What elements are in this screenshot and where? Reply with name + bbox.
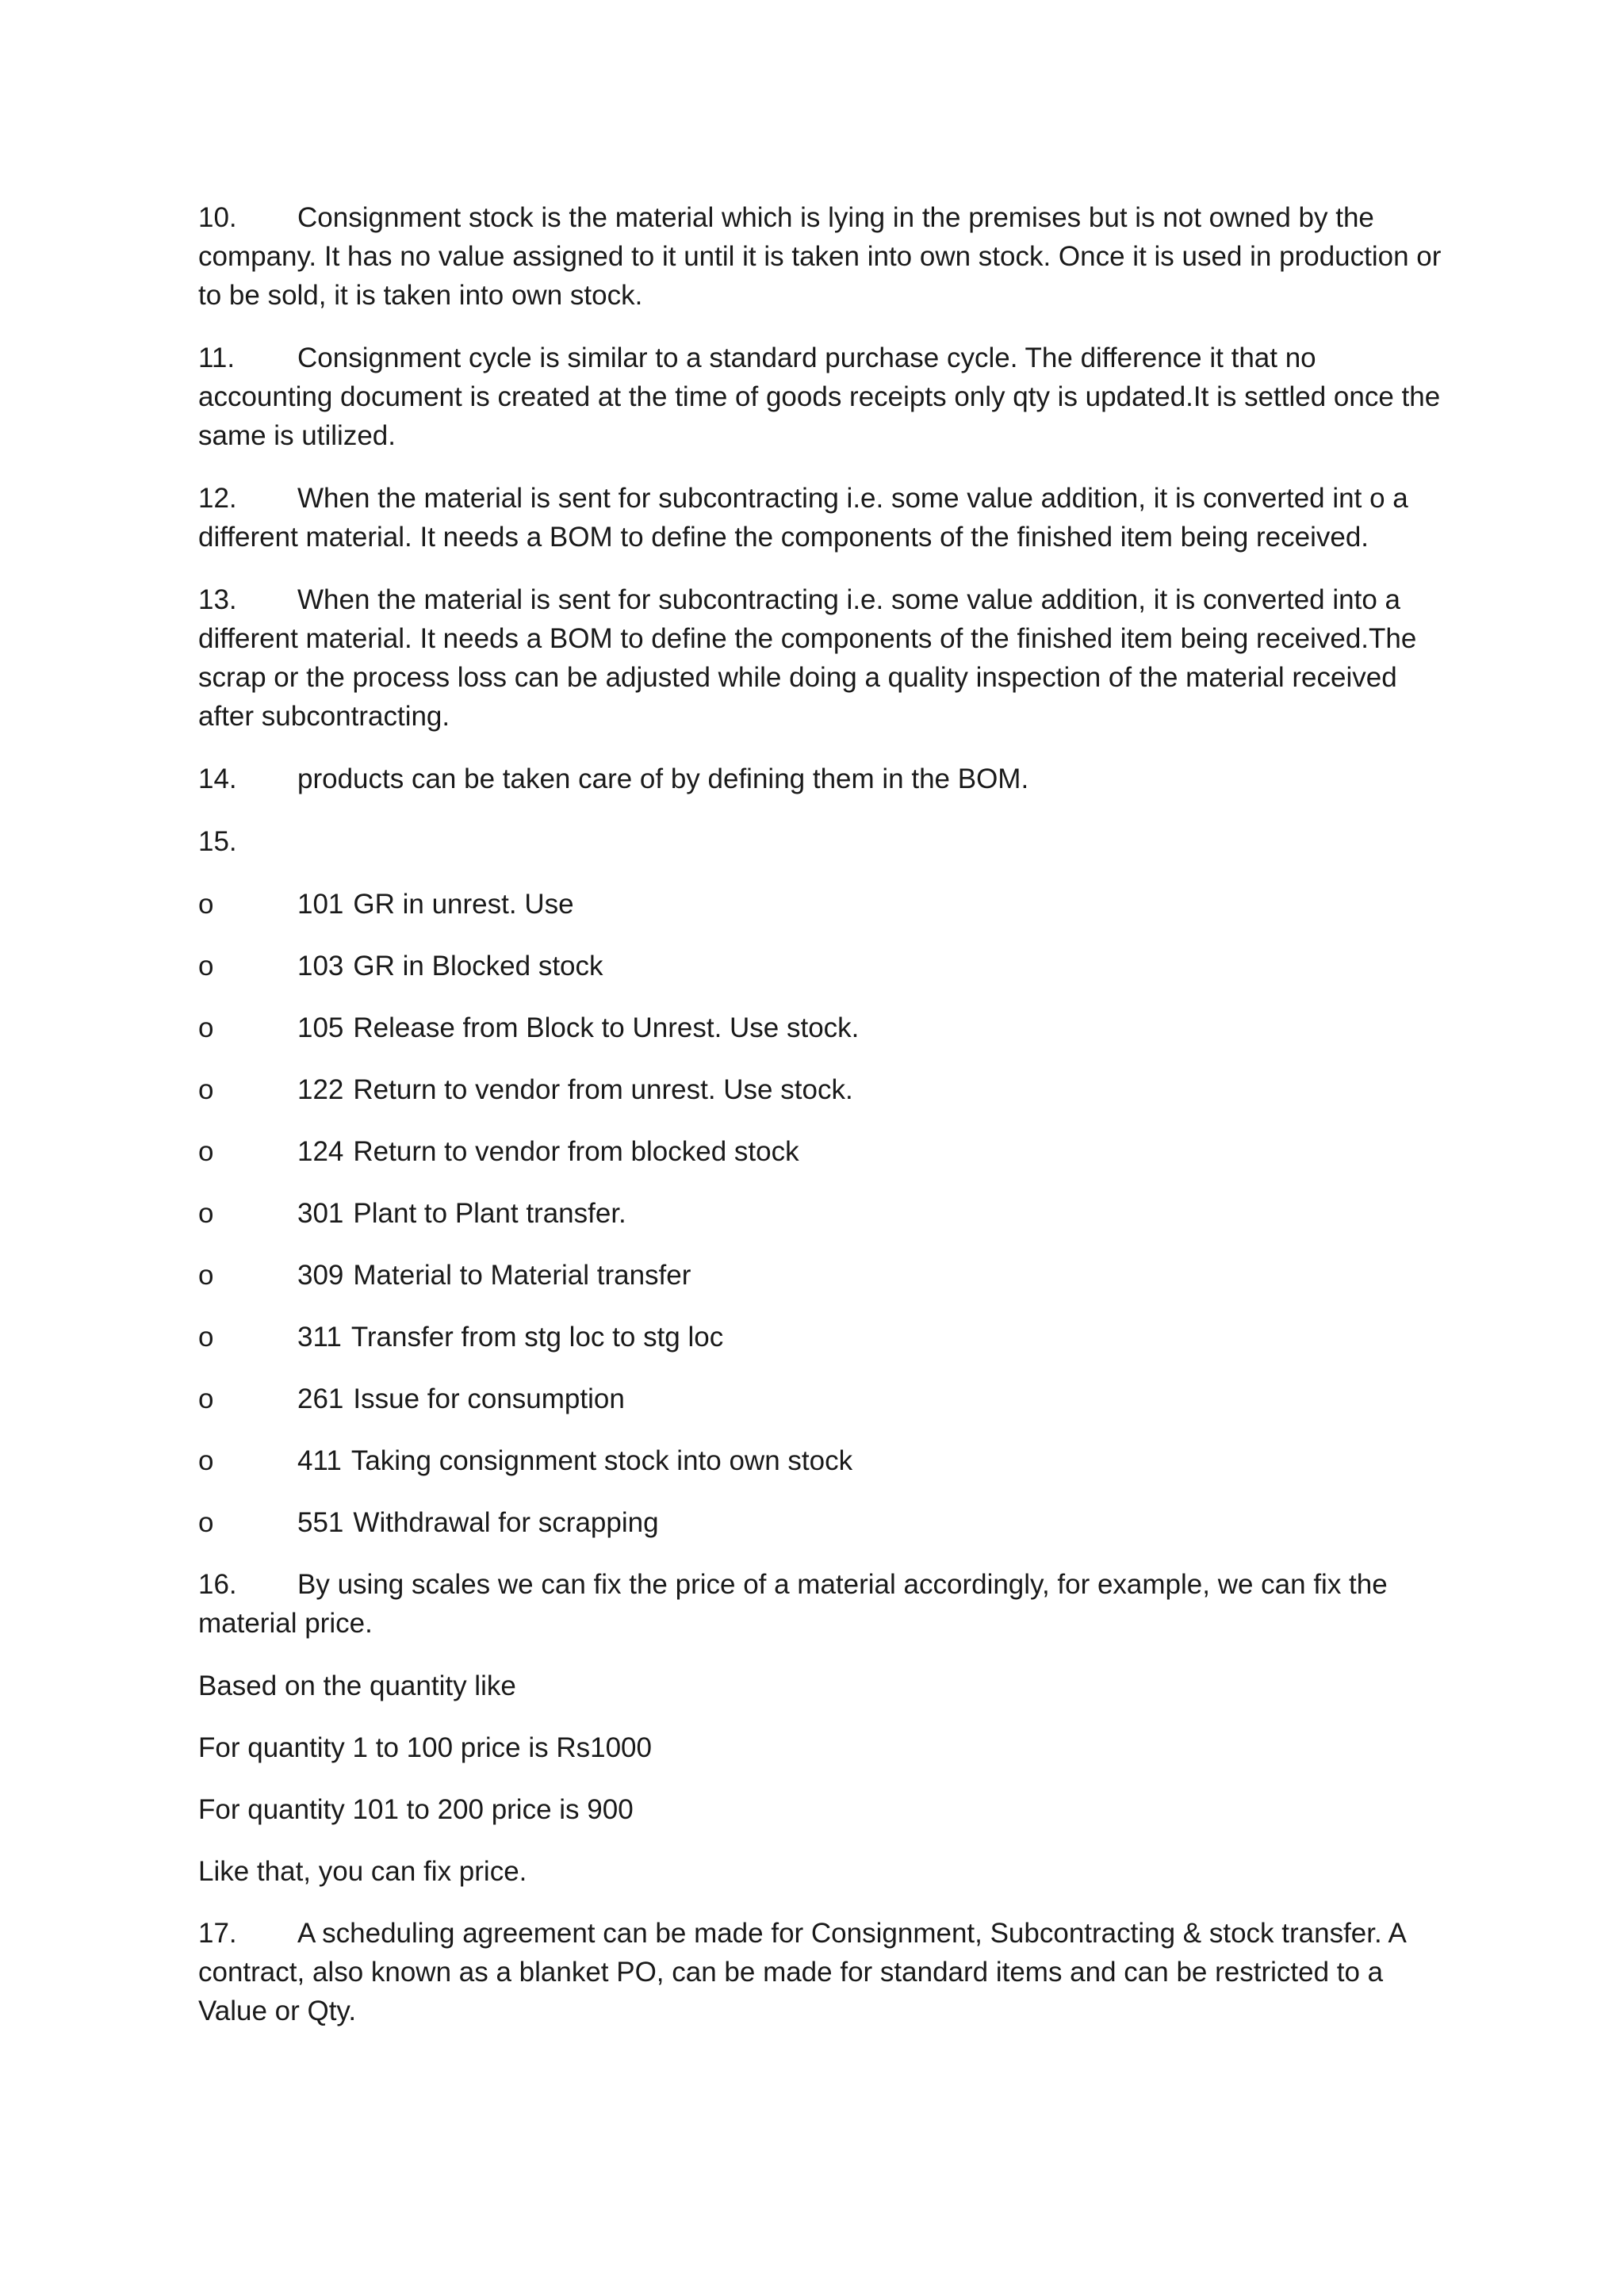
movement-text: Withdrawal for scrapping <box>353 1507 659 1538</box>
item-text: products can be taken care of by defining them in the BOM. <box>297 763 1029 794</box>
movement-type-list <box>198 885 1451 1542</box>
movement-code: 301 <box>297 1198 344 1229</box>
item-12 <box>198 479 1451 557</box>
item-text: Consignment stock is the material which is lying in the premises but is not owned by the company. It has no value assigned to it until it is taken into own stock. Once it is used in production or to be sold, it is taken into own stock. <box>198 202 1442 311</box>
list-item <box>198 1441 1451 1480</box>
list-item <box>198 1194 1451 1233</box>
item-number: 16. <box>198 1569 237 1600</box>
bullet-mark: o <box>198 1012 214 1043</box>
item-number: 11. <box>198 342 236 373</box>
list-item <box>198 1132 1451 1171</box>
movement-text: Return to vendor from blocked stock <box>353 1136 799 1167</box>
movement-text: Release from Block to Unrest. Use stock. <box>353 1012 860 1043</box>
item-13 <box>198 580 1451 736</box>
movement-code: 105 <box>297 1012 344 1043</box>
list-item <box>198 885 1451 924</box>
movement-code: 124 <box>297 1136 344 1167</box>
text-line: Like that, you can fix price. <box>198 1856 527 1887</box>
item-text: When the material is sent for subcontracting i.e. some value addition, it is converted int o a different material. It needs a BOM to define the components of the finished item being received. <box>198 483 1408 553</box>
text-line: Based on the quantity like <box>198 1670 516 1701</box>
item-number: 13. <box>198 584 237 615</box>
movement-code: 309 <box>297 1260 344 1291</box>
list-item <box>198 947 1451 985</box>
list-item <box>198 1256 1451 1295</box>
item-text: Consignment cycle is similar to a standard purchase cycle. The difference it that no accounting document is created at the time of goods receipts only qty is updated.It is settled once the same is utilized. <box>198 342 1441 451</box>
movement-code: 311 <box>297 1322 342 1353</box>
list-item <box>198 1380 1451 1418</box>
movement-text: Material to Material transfer <box>353 1260 691 1291</box>
list-item <box>198 1318 1451 1357</box>
item-text: A scheduling agreement can be made for Consignment, Subcontracting & stock transfer. A contract, also known as a blanket PO, can be made for standard items and can be restricted to a Value or Qty. <box>198 1918 1405 2026</box>
bullet-mark: o <box>198 1445 214 1476</box>
item-text: By using scales we can fix the price of a material accordingly, for example, we can fix the material price. <box>198 1569 1388 1639</box>
bullet-mark: o <box>198 1198 214 1229</box>
item-10 <box>198 198 1451 315</box>
item-11 <box>198 339 1451 455</box>
list-item <box>198 1070 1451 1109</box>
movement-text: Transfer from stg loc to stg loc <box>350 1322 724 1353</box>
movement-text: Issue for consumption <box>353 1383 625 1414</box>
movement-code: 101 <box>297 889 344 920</box>
bullet-mark: o <box>198 1322 214 1353</box>
item-number: 12. <box>198 483 237 514</box>
movement-code: 551 <box>297 1507 344 1538</box>
item-17 <box>198 1914 1451 2030</box>
item-number: 17. <box>198 1918 237 1949</box>
bullet-mark: o <box>198 1074 214 1105</box>
item-number: 15. <box>198 826 237 857</box>
bullet-mark: o <box>198 1383 214 1414</box>
item-text: When the material is sent for subcontracting i.e. some value addition, it is converted into a different material. It needs a BOM to define the components of the finished item being received.The scrap or the process loss can be adjusted while doing a quality inspection of the material received after subcontracting. <box>198 584 1417 732</box>
item-number: 14. <box>198 763 237 794</box>
movement-code: 411 <box>297 1445 342 1476</box>
movement-text: Plant to Plant transfer. <box>353 1198 626 1229</box>
bullet-mark: o <box>198 951 214 982</box>
movement-text: Return to vendor from unrest. Use stock. <box>353 1074 853 1105</box>
text-line: For quantity 101 to 200 price is 900 <box>198 1794 634 1825</box>
bullet-mark: o <box>198 1136 214 1167</box>
item-number: 10. <box>198 202 237 233</box>
movement-code: 103 <box>297 951 344 982</box>
document-page <box>198 198 1451 2054</box>
movement-code: 261 <box>297 1383 344 1414</box>
movement-text: Taking consignment stock into own stock <box>350 1445 853 1476</box>
text-line: For quantity 1 to 100 price is Rs1000 <box>198 1732 652 1763</box>
bullet-mark: o <box>198 1260 214 1291</box>
item-14 <box>198 760 1451 798</box>
movement-text: GR in Blocked stock <box>353 951 603 982</box>
bullet-mark: o <box>198 889 214 920</box>
list-item <box>198 1008 1451 1047</box>
movement-text: GR in unrest. Use <box>353 889 574 920</box>
item-15 <box>198 822 1451 861</box>
item-16 <box>198 1565 1451 1643</box>
list-item <box>198 1503 1451 1542</box>
bullet-mark: o <box>198 1507 214 1538</box>
movement-code: 122 <box>297 1074 344 1105</box>
